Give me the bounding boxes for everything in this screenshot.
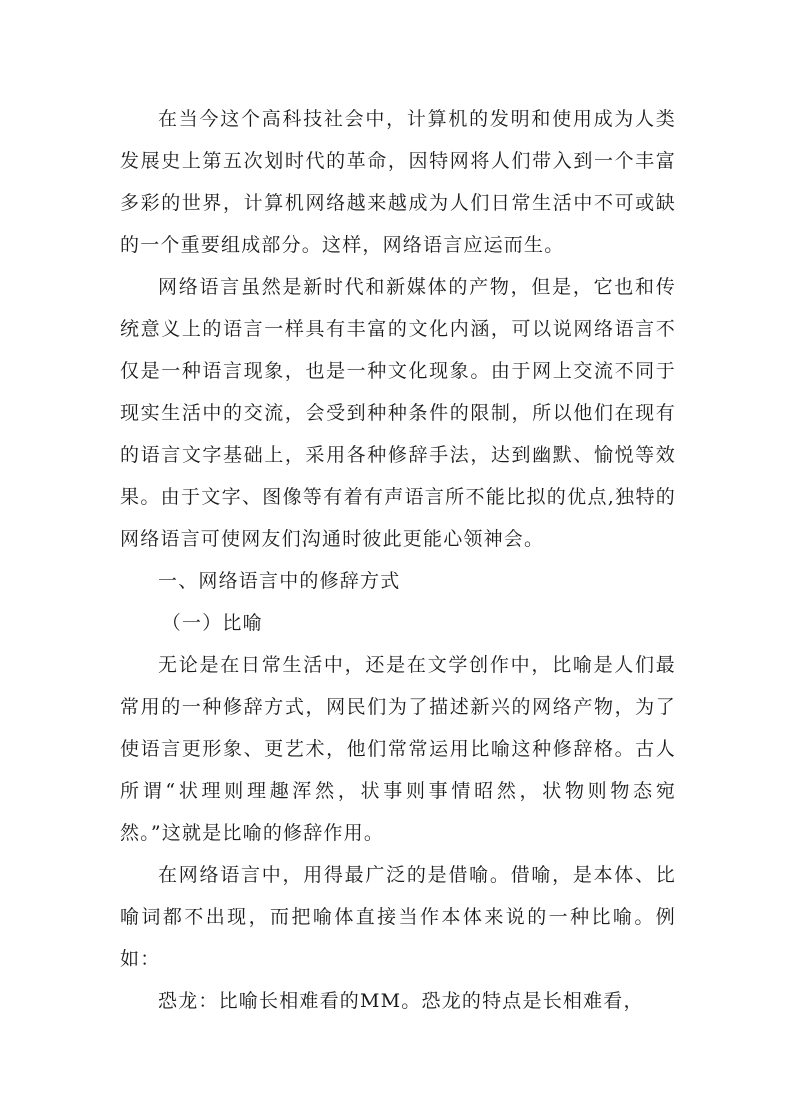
paragraph-example: 恐龙：比喻长相难看的MM。恐龙的特点是长相难看， [158, 990, 644, 1012]
paragraph-intro: 在当今这个高科技社会中，计算机的发明和使用成为人类发展史上第五次划时代的革命，因特网将人们带入到一个丰富多彩的世界，计算机网络越来越成为人们日常生活中不可或缺的一个重要组成部分。这样，网络语言应运而生。 [120, 108, 676, 256]
section-heading: 一、网络语言中的修辞方式 [158, 570, 401, 592]
subsection-heading: （一）比喻 [161, 612, 263, 634]
paragraph-metonymy: 在网络语言中，用得最广泛的是借喻。借喻，是本体、比喻词都不出现，而把喻体直接当作本体来说的一种比喻。例如： [120, 864, 676, 970]
document-body [120, 98, 676, 1022]
paragraph-network-language: 网络语言虽然是新时代和新媒体的产物，但是，它也和传统意义上的语言一样具有丰富的文化内涵，可以说网络语言不仅是一种语言现象，也是一种文化现象。由于网上交流不同于现实生活中的交流，会受到种种条件的限制，所以他们在现有的语言文字基础上，采用各种修辞手法，达到幽默、愉悦等效果。由于文字、图像等有着有声语言所不能比拟的优点,独特的网络语言可使网友们沟通时彼此更能心领神会。 [120, 276, 676, 550]
paragraph-metaphor: 无论是在日常生活中，还是在文学创作中，比喻是人们最常用的一种修辞方式，网民们为了描述新兴的网络产物，为了使语言更形象、更艺术，他们常常运用比喻这种修辞格。古人所谓“状理则理趣浑然，状事则事情昭然，状物则物态宛然。”这就是比喻的修辞作用。 [120, 654, 676, 844]
